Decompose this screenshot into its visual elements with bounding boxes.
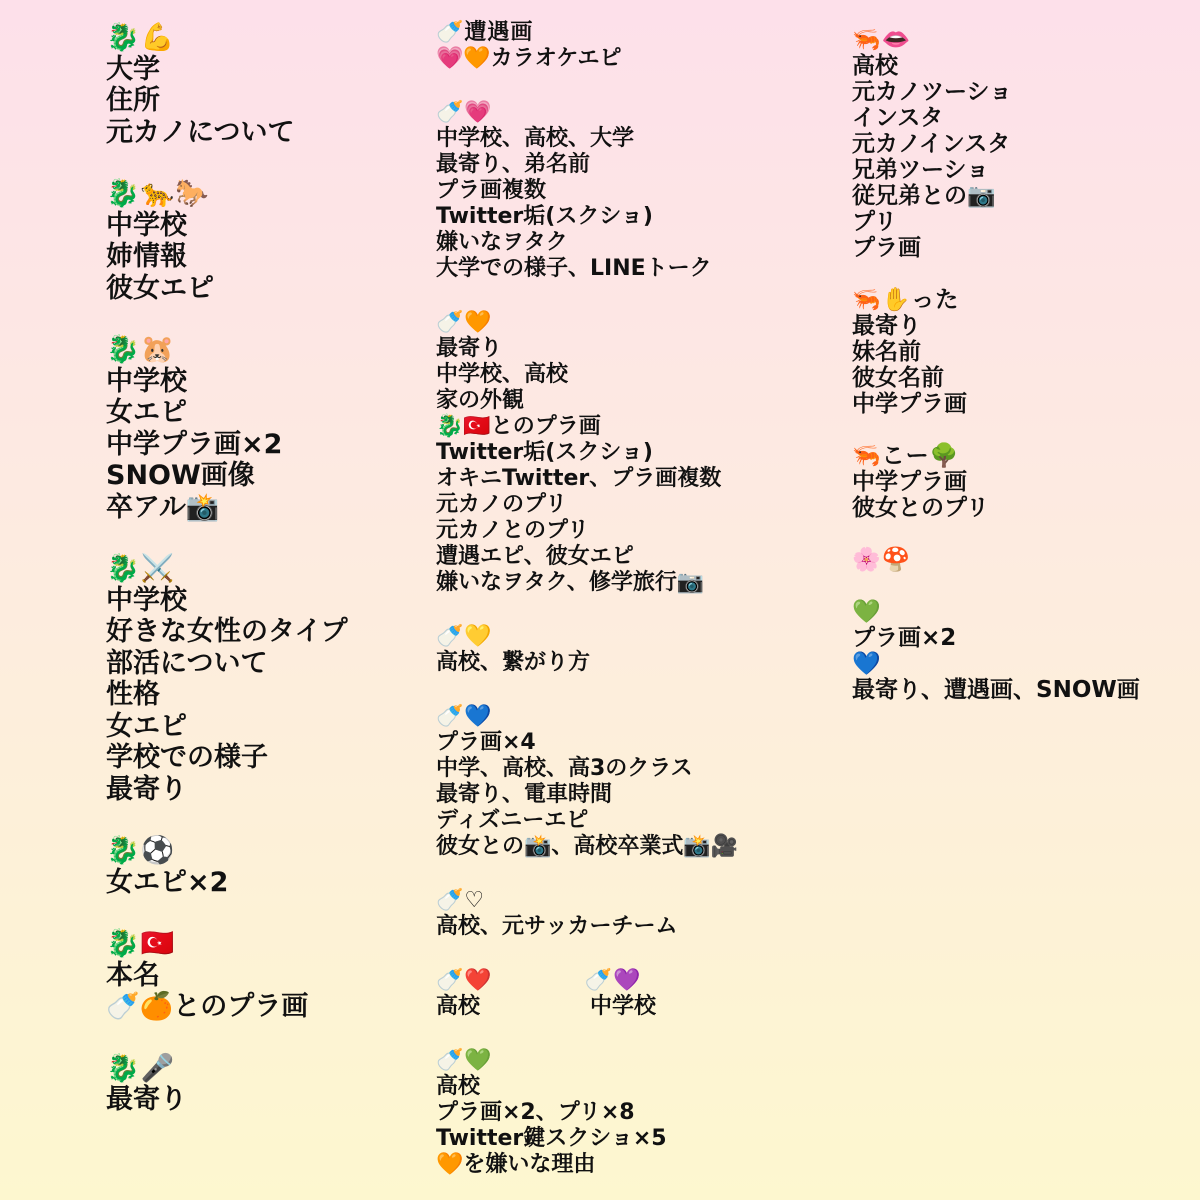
group-heading: 🦐👄 xyxy=(852,27,912,53)
note-line: 女エピ xyxy=(106,710,187,742)
column-left xyxy=(106,22,426,1116)
note-line: 姉情報 xyxy=(106,241,187,272)
note-line: 元カノツーショ xyxy=(852,79,1013,105)
group-spacer xyxy=(106,148,426,178)
note-group xyxy=(852,443,1192,521)
note-line: 嫌いなヲタク xyxy=(436,230,568,255)
note-line: 大学 xyxy=(106,53,160,85)
column-right xyxy=(852,27,1192,703)
group-heading: 🍼💚 xyxy=(436,1048,493,1073)
note-group xyxy=(436,888,836,940)
group-heading: 🐉🐆🐎 xyxy=(106,178,210,209)
note-line: 中学校、高校 xyxy=(436,362,569,387)
note-line: 最寄り xyxy=(852,313,921,339)
note-group xyxy=(852,27,1192,261)
group-spacer xyxy=(436,1020,836,1048)
note-line: 最寄り xyxy=(436,336,503,361)
note-line: 部活について xyxy=(106,647,268,679)
group-spacer xyxy=(852,261,1192,287)
group-heading: 🐉💪 xyxy=(106,22,176,53)
note-group xyxy=(436,704,836,860)
column-middle xyxy=(436,20,836,1178)
note-group xyxy=(106,1053,426,1116)
group-spacer xyxy=(106,304,426,334)
note-line: プラ画×2 xyxy=(852,625,957,651)
group-spacer xyxy=(436,940,836,968)
group-heading: 🐉🇹🇷 xyxy=(106,928,176,959)
note-line: 性格 xyxy=(106,679,160,710)
note-line: 兄弟ツーショ xyxy=(852,157,990,183)
group-heading: 🐉⚽ xyxy=(106,835,176,866)
group-heading: 💚 xyxy=(852,599,882,625)
note-line: 大学での様子、LINEトーク xyxy=(436,256,712,281)
note-line: 高校 xyxy=(436,1074,481,1099)
note-line: 最寄り、弟名前 xyxy=(436,152,591,177)
note-line: 元カノについて xyxy=(106,116,295,148)
note-line: Twitter鍵スクショ×5 xyxy=(436,1126,667,1151)
group-heading: 🍼💛 xyxy=(436,624,493,649)
note-line: 本名 xyxy=(106,959,160,991)
group-spacer xyxy=(106,1023,426,1053)
note-line: プラ画複数 xyxy=(436,178,547,203)
note-line: 嫌いなヲタク、修学旅行📷 xyxy=(436,570,705,595)
note-line: 彼女との📸、高校卒業式📸🎥 xyxy=(436,834,739,859)
note-group xyxy=(436,624,836,676)
note-line: 中学校 xyxy=(106,584,187,616)
note-line: 元カノとのプリ xyxy=(436,518,590,543)
note-group xyxy=(106,835,426,898)
note-group xyxy=(436,20,836,72)
note-line: 最寄り xyxy=(106,1084,187,1115)
note-line: プリ xyxy=(852,209,898,235)
group-spacer xyxy=(436,596,836,624)
note-line: 最寄り、遭遇画、SNOW画 xyxy=(852,677,1140,703)
note-line: 🍼🍊とのプラ画 xyxy=(106,991,309,1022)
group-heading: 🍼♡ xyxy=(436,888,486,913)
note-group xyxy=(106,334,426,523)
note-group xyxy=(106,22,426,148)
group-spacer xyxy=(436,282,836,310)
note-line: 高校 xyxy=(852,53,898,79)
group-heading: 🦐✋った xyxy=(852,287,960,313)
group-spacer xyxy=(852,521,1192,547)
note-line: 卒アル📸 xyxy=(106,491,220,523)
note-line: 従兄弟との📷 xyxy=(852,183,996,209)
note-line: 学校での様子 xyxy=(106,742,268,773)
group-spacer xyxy=(852,573,1192,599)
note-group xyxy=(436,1048,836,1178)
note-line: オキニTwitter、プラ画複数 xyxy=(436,466,722,491)
group-spacer xyxy=(436,676,836,704)
note-line: 💙 xyxy=(852,651,881,677)
group-heading: 🍼💙 xyxy=(436,704,493,729)
note-line: 女エピ xyxy=(106,397,187,428)
group-heading: 🍼🧡 xyxy=(436,310,493,335)
note-group xyxy=(106,928,426,1023)
note-line: 元カノのプリ xyxy=(436,492,568,517)
note-line: 女エピ×2 xyxy=(106,866,229,898)
note-group xyxy=(106,178,426,304)
note-group xyxy=(106,553,426,805)
group-heading: 🐉🎤 xyxy=(106,1052,176,1084)
note-line: 最寄り、電車時間 xyxy=(436,782,613,807)
note-line: 彼女名前 xyxy=(852,365,944,391)
group-spacer xyxy=(106,805,426,835)
note-line: 高校、繋がり方 xyxy=(436,650,591,675)
note-line: 遭遇エピ、彼女エピ xyxy=(436,544,634,569)
group-heading: 🐉⚔️ xyxy=(106,553,176,584)
note-line: 最寄り xyxy=(106,773,187,805)
group-heading: 🦐こー🌳 xyxy=(852,443,960,469)
note-line: 中学校 xyxy=(106,209,187,241)
note-line: 💗🧡カラオケエピ xyxy=(436,46,622,71)
note-line: 中学プラ画 xyxy=(852,469,967,495)
note-line: プラ画 xyxy=(852,235,921,261)
note-group xyxy=(436,310,836,596)
group-heading: 🌸🍄 xyxy=(852,547,912,573)
note-line: 家の外観 xyxy=(436,388,525,413)
note-line: 🐉🇹🇷とのプラ画 xyxy=(436,414,601,439)
note-line: 元カノインスタ xyxy=(852,131,1011,157)
note-line: Twitter垢(スクショ) xyxy=(436,204,653,229)
note-line: Twitter垢(スクショ) xyxy=(436,440,653,465)
note-line: 彼女エピ xyxy=(106,272,214,304)
note-line: プラ画×4 xyxy=(436,730,536,755)
group-spacer xyxy=(852,417,1192,443)
note-group xyxy=(852,547,1192,573)
note-line: 高校 中学校 xyxy=(436,994,657,1019)
note-line: 中学、高校、高3のクラス xyxy=(436,756,693,781)
group-heading: 🍼💗 xyxy=(436,100,493,125)
note-line: 住所 xyxy=(106,85,160,116)
group-heading: 🍼❤️ 🍼💜 xyxy=(436,968,642,993)
group-spacer xyxy=(106,523,426,553)
note-line: 中学プラ画×2 xyxy=(106,428,283,460)
note-line: 🧡を嫌いな理由 xyxy=(436,1152,596,1177)
note-line: 中学校 xyxy=(106,365,187,397)
group-spacer xyxy=(436,860,836,888)
note-line: 彼女とのプリ xyxy=(852,495,990,521)
group-spacer xyxy=(106,898,426,928)
note-group xyxy=(436,968,836,1020)
note-group xyxy=(852,287,1192,417)
note-line: 妹名前 xyxy=(852,339,921,365)
group-spacer xyxy=(436,72,836,100)
note-line: インスタ xyxy=(852,105,944,131)
note-line: 高校、元サッカーチーム xyxy=(436,914,678,939)
note-group xyxy=(436,100,836,282)
note-line: 中学校、高校、大学 xyxy=(436,126,635,151)
note-line: ディズニーエピ xyxy=(436,808,589,833)
note-group xyxy=(852,599,1192,703)
note-line: プラ画×2、プリ×8 xyxy=(436,1100,635,1125)
note-line: SNOW画像 xyxy=(106,460,255,491)
note-line: 中学プラ画 xyxy=(852,391,967,417)
group-heading: 🐉🐹 xyxy=(106,334,176,365)
note-line: 好きな女性のタイプ xyxy=(106,616,348,647)
group-heading: 🍼遭遇画 xyxy=(436,20,534,45)
